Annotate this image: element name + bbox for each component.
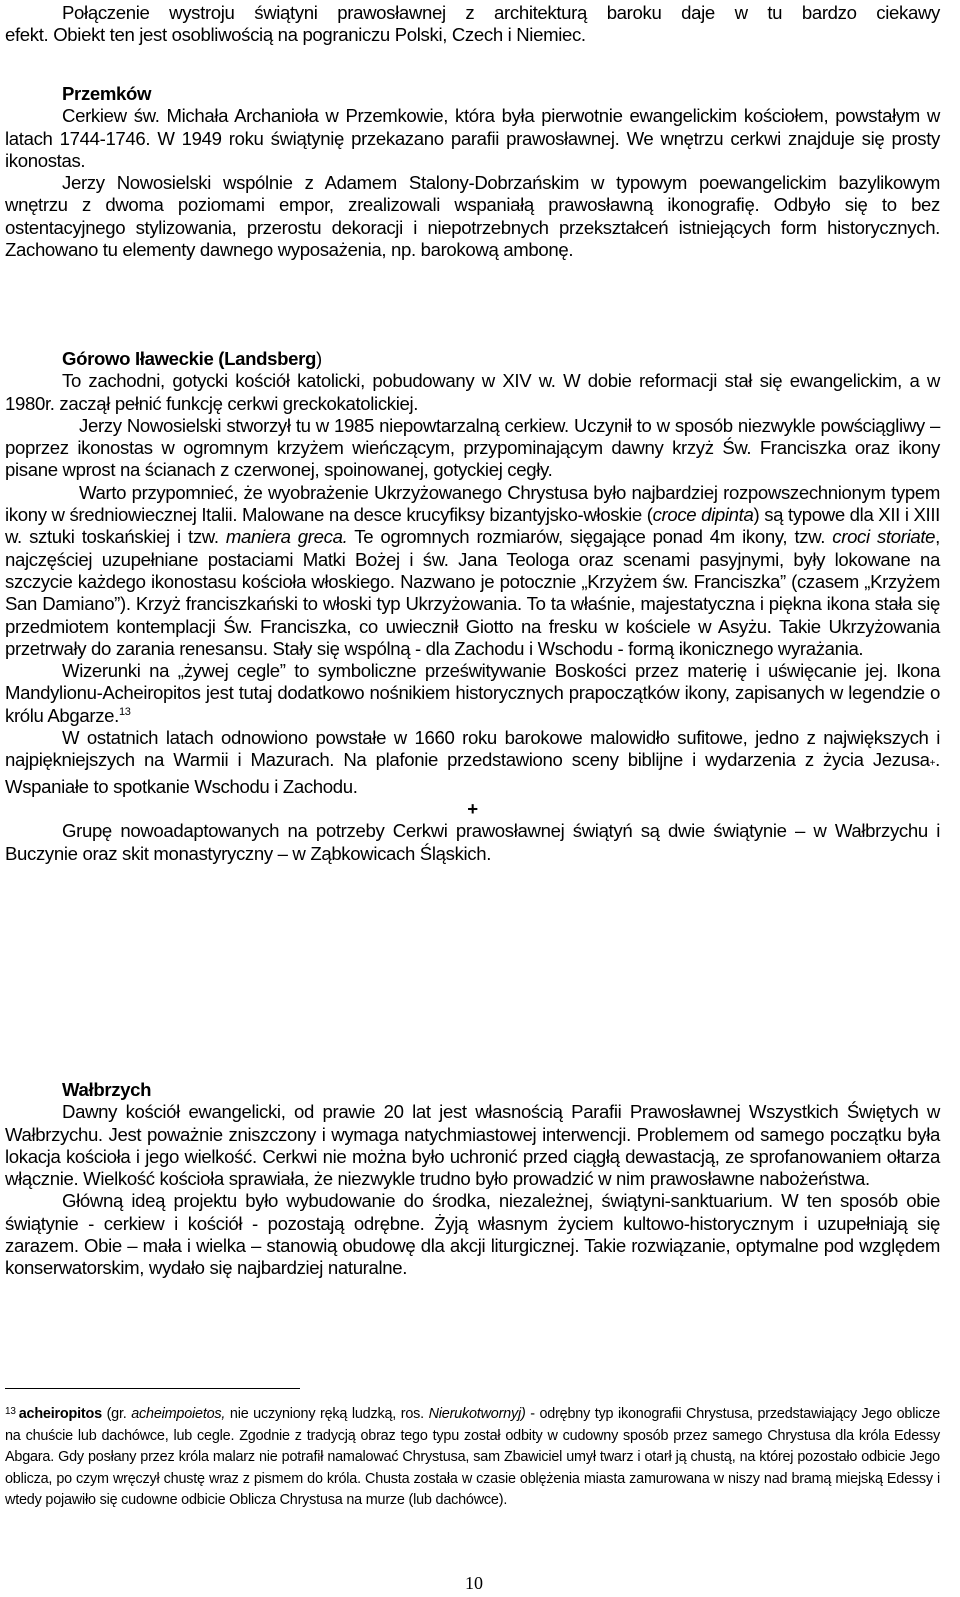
heading-przemkow: Przemków (62, 83, 152, 104)
paragraph-przemkow-2: Jerzy Nowosielski wspólnie z Adamem Stalony-Dobrzańskim w typowym poewangelickim bazylikowym wnętrzu z dwoma poziomami empor, zrealizowali wspaniałą prawosławną ikonografię. Odbyło się to bez ostentacyjnego stylizowania, przerostu dekoracji i niepotrzebnych przekształceń istniejących form historycznych. Zachowano tu elementy dawnego wyposażenia, np. barokową ambonę. (5, 172, 940, 261)
text-run: Warto przypomnieć, że wyobrażenie Ukrzyżowanego Chrystusa było najbardziej rozpowszechnionym typem ikony w średniowiecznej Italii. Malowane na desce krucyfiksy bizantyjsko-włoskie ( (5, 481, 940, 526)
small-cross-mark: + (929, 758, 936, 770)
text-run: . Wspaniałe to spotkanie Wschodu i Zachodu. (5, 749, 940, 797)
intro-line-2: efekt. Obiekt ten jest osobliwością na pograniczu Polski, Czech i Niemiec. (5, 24, 586, 46)
footnote-text (5, 1401, 940, 1512)
text-run: Te ogromnych rozmiarów, sięgające ponad 4m ikony, tzw. (347, 526, 833, 548)
footnote-term: acheiropitos (18, 1406, 102, 1422)
footnote-greek-term: acheimpoietos, (131, 1406, 226, 1422)
paragraph-przemkow-1: Cerkiew św. Michała Archanioła w Przemkowie, która była pierwotnie ewangelickim kościołem, powstałym w latach 1744-1746. W 1949 roku świątynię przekazano parafii prawosławnej. We wnętrzu cerkwi znajduje się prosty ikonostas. (5, 105, 940, 171)
text-run: ) są typowe dla XII i XIII w. sztuki toskańskiej i tzw. (5, 504, 940, 548)
section-przemkow (5, 83, 940, 261)
text-run: nie uczyniony ręką ludzką, ros. (225, 1406, 429, 1422)
heading-gorowo-paren: ) (316, 348, 322, 369)
paragraph-gorowo-5 (5, 727, 940, 798)
heading-walbrzych: Wałbrzych (62, 1079, 152, 1100)
footnote-13 (5, 1401, 940, 1512)
italic-term-croci-storiate: croci storiate (832, 526, 936, 548)
paragraph-gorowo-2: Jerzy Nowosielski stworzył tu w 1985 niepowtarzalną cerkiew. Uczynił to w sposób niezwykle powściągliwy – poprzez ikonostas w ogromnym krzyżem wieńczącym, przypominającym dawny krzyż Św. Franciszka oraz ikony pisane wprost na ścianach z czerwonej, spoinowanej, gotyckiej cegły. (5, 414, 940, 481)
cross-separator: + (467, 797, 478, 819)
heading-gorowo (5, 348, 940, 370)
heading-gorowo-bold: Górowo Iławeckie (Landsberg (62, 348, 317, 369)
text-run: , najczęściej uzupełniane postaciami Matki Bożej i św. Jana Teologa oraz scenami pasyjnymi, były lokowane na szczycie każdego ikonostasu kościoła włoskiego. Nazwano je potocznie „Krzyżem św. Franciszka” (czasem „Krzyżem San Damiano”). Krzyż franciszkański to włoski typ Ukrzyżowania. To ta właśnie, majestatyczna i piękna ikona stała się przedmiotem kontemplacji Św. Franciszka, co uwiecznił Giotto na fresku w kościele w Asyżu. Takie Ukrzyżowania przetrwały do zarania renesansu. Stały się wspólną - dla Zachodu i Wschodu - formą ikonicznego wyrażania. (5, 526, 940, 659)
section-walbrzych (5, 1079, 940, 1280)
intro-line-1: Połączenie wystroju świątyni prawosławnej z architekturą baroku daje w tu bardzo ciekawy (62, 2, 940, 23)
text-run: - odrębny typ ikonografii Chrystusa, przedstawiający Jego oblicze na chuście lub dachówce, lub cegle. Zgodnie z tradycją obraz tego typu został odbity w cudowny sposób przez samego Chrystusa dla króla Edessy Abgara. Gdy posłany przez króla malarz nie potrafił namalować Chrystusa, sam Zbawiciel umył twarz i otarł ją chustą, na której pozostało odbicie Jego oblicza, po czym wręczył chustę wraz z pismem do króla. Chusta została w czasie oblężenia miasta zamurowana w niszy nad bramą miejską Edessy i wtedy pojawiło się cudowne odbicie Oblicza Chrystusa na murze (lub dachówce). (5, 1406, 941, 1508)
footnote-separator (5, 1388, 300, 1389)
italic-term-croce-dipinta: croce dipinta (652, 504, 754, 526)
footnote-russian-term: Nierukotwornyj) (428, 1406, 526, 1422)
paragraph-gorowo-4 (5, 660, 940, 727)
footnote-ref-13: 13 (118, 705, 131, 718)
paragraph-gorowo-1: To zachodni, gotycki kościół katolicki, pobudowany w XIV w. W dobie reformacji stał się ewangelickim, a w 1980r. zaczął pełnić funkcję cerkwi greckokatolickiej. (5, 370, 940, 414)
intro-block (5, 2, 940, 47)
text-run: W ostatnich latach odnowiono powstałe w 1660 roku barokowe malowidło sufitowe, jedno z największych i najpiękniejszych na Warmii i Mazurach. Na plafonie przedstawiono sceny biblijne i wydarzenia z życia Jezusa (5, 727, 940, 771)
text-run: (gr. (101, 1406, 132, 1422)
paragraph-walbrzych-2: Główną ideą projektu było wybudowanie do środka, niezależnej, świątyni-sanktuarium. W ten sposób obie świątynie - cerkiew i kościół - pozostają odrębne. Żyją własnym życiem kultowo-historycznym i uzupełniają się zarazem. Obie – mała i wielka – stanowią obudowę dla akcji liturgicznej. Takie rozwiązanie, optymalne pod względem konserwatorskim, wydało się najbardziej naturalne. (5, 1190, 940, 1279)
italic-term-maniera-greca: maniera greca. (225, 526, 348, 548)
paragraph-grupa: Grupę nowoadaptowanych na potrzeby Cerkwi prawosławnej świątyń są dwie świątynie – w Wałbrzychu i Buczynie oraz skit monastyryczny – w Ząbkowicach Śląskich. (5, 820, 940, 864)
paragraph-walbrzych-1: Dawny kościół ewangelicki, od prawie 20 lat jest własnością Parafii Prawosławnej Wszystkich Świętych w Wałbrzychu. Jest poważnie zniszczony i wymaga natychmiastowej interwencji. Problemem od samego początku była lokacja kościoła i jego wielkość. Cerkwi nie można było uchronić przed ciągłą dewastacją, ze sprofanowaniem ołtarza włącznie. Wielkość kościoła sprawiała, że niezwykle trudno było prowadzić w nim prawosławne nabożeństwa. (5, 1101, 940, 1190)
footnote-number: 13 (5, 1406, 16, 1417)
page-number: 10 (465, 1573, 483, 1593)
paragraph-gorowo-3 (5, 482, 940, 660)
text-run: Wizerunki na „żywej cegle” to symboliczne prześwitywanie Boskości przez materię i uświęcanie jej. Ikona Mandylionu-Acheiropitos jest tutaj dodatkowo nośnikiem historycznych prapoczątków ikony, zapisanych w legendzie o królu Abgarze. (5, 660, 940, 726)
section-gorowo (5, 348, 940, 865)
